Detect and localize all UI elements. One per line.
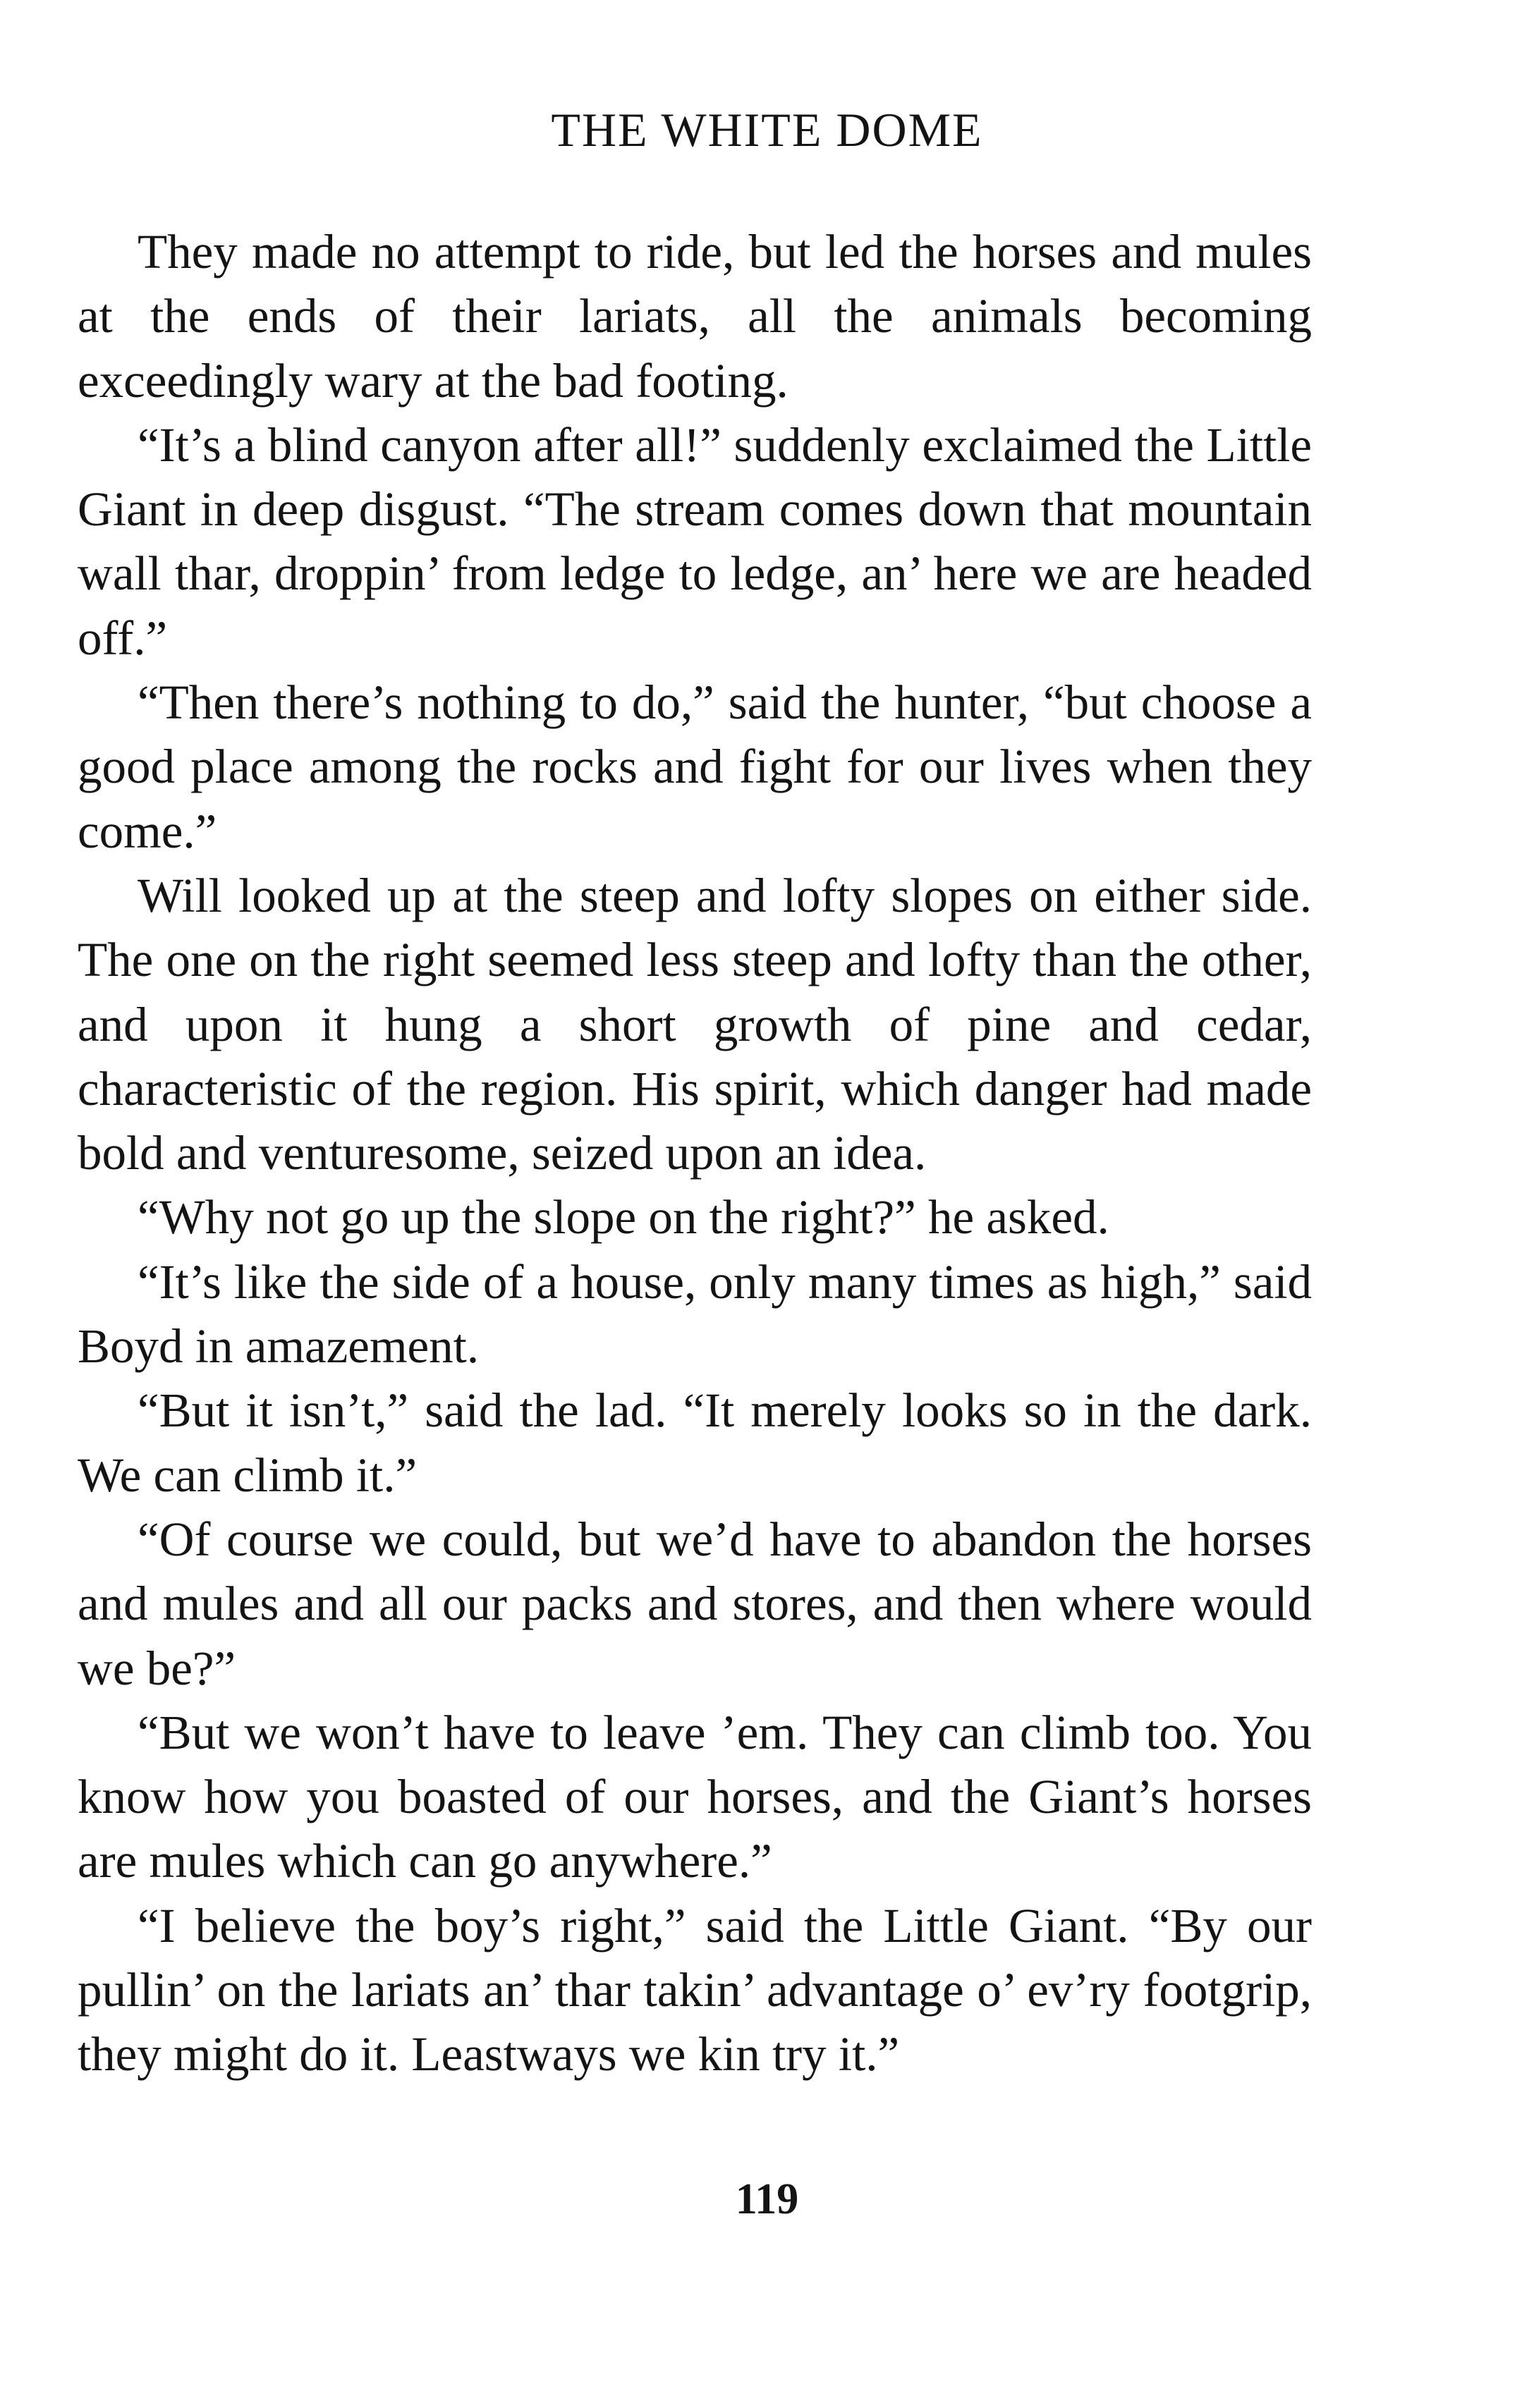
body-text <box>78 220 1312 2087</box>
paragraph: “It’s like the side of a house, only many times as high,” said Boyd in amazement. <box>78 1254 1312 1374</box>
paragraph: “Why not go up the slope on the right?” he asked. <box>138 1190 1109 1245</box>
paragraph: They made no attempt to ride, but led the horses and mules at the ends of their lariats, all the animals becoming exceedingly wary at the bad footing. <box>78 225 1312 408</box>
paragraph: “But we won’t have to leave ’em. They can climb too. You know how you boasted of our horses, and the Giant’s horses are mules which can go anywhere.” <box>78 1705 1312 1888</box>
running-head: THE WHITE DOME <box>551 103 983 157</box>
paragraph: Will looked up at the steep and lofty slopes on either side. The one on the right seemed less steep and lofty than the other, and upon it hung a short growth of pine and cedar, characteristic of the region. His spirit, which danger had made bold and venturesome, seized upon an idea. <box>78 868 1312 1180</box>
paragraph: “Then there’s nothing to do,” said the hunter, “but choose a good place among the rocks and fight for our lives when they come.” <box>78 676 1312 858</box>
paragraph: “But it isn’t,” said the lad. “It merely looks so in the dark. We can climb it.” <box>78 1383 1312 1502</box>
paragraph: “I believe the boy’s right,” said the Little Giant. “By our pullin’ on the lariats an’ thar takin’ advantage o’ ev’ry footgrip, they might do it. Leastways we kin try it.” <box>78 1898 1312 2082</box>
paragraph: “Of course we could, but we’d have to abandon the horses and mules and all our packs and stores, and then where would we be?” <box>78 1512 1312 1695</box>
paragraph: “It’s a blind canyon after all!” suddenly exclaimed the Little Giant in deep disgust. “The stream comes down that mountain wall thar, droppin’ from ledge to ledge, an’ here we are headed off.” <box>78 417 1312 665</box>
page-number: 119 <box>735 2175 799 2223</box>
